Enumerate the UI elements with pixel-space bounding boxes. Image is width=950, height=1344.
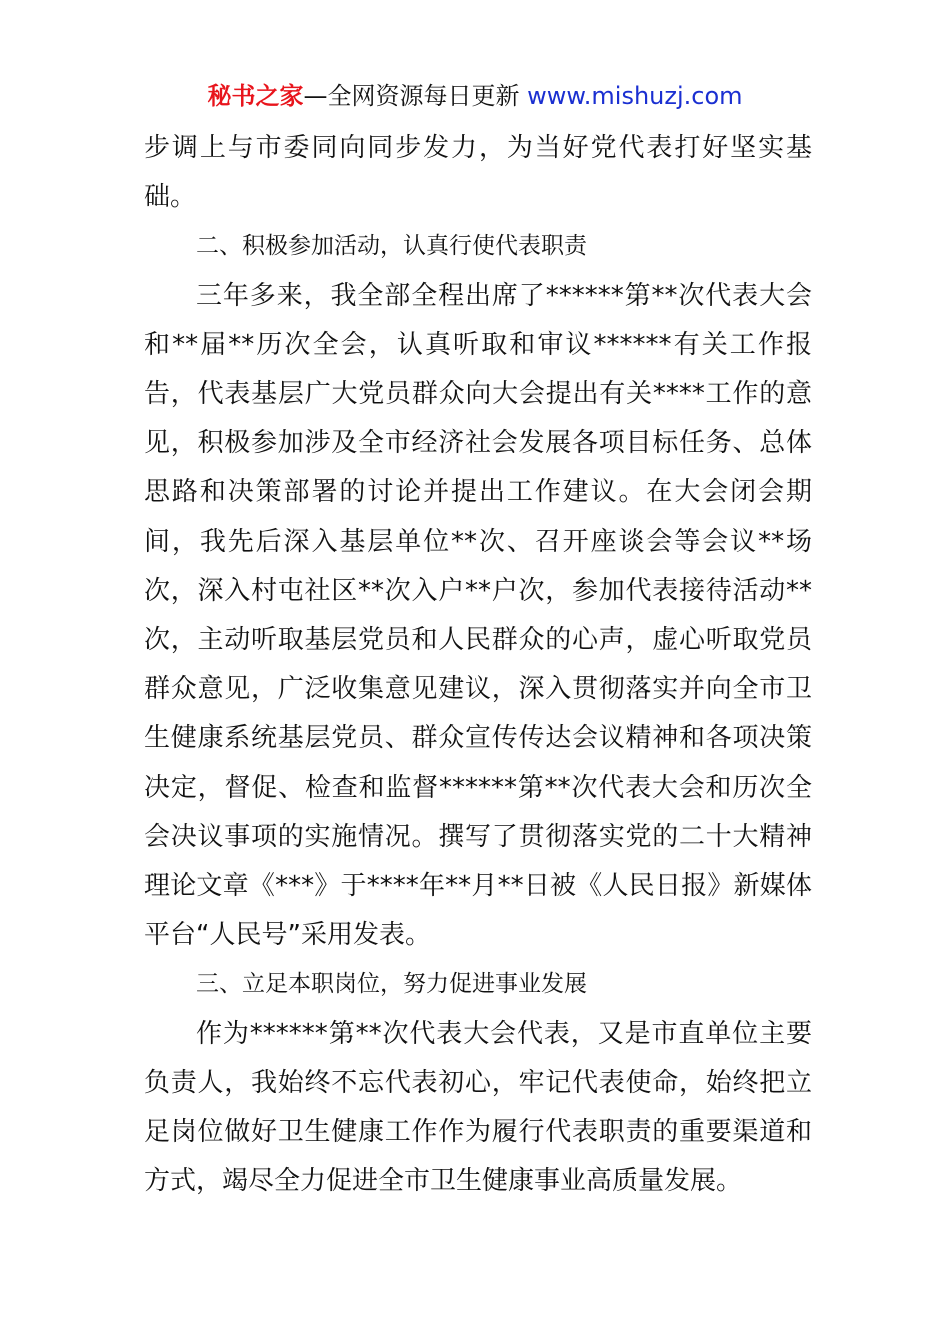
paragraph: 三年多来，我全部全程出席了******第**次代表大会和**届**历次全会，认真听取和审议******有关工作报告，代表基层广大党员群众向大会提出有关****工作的意见，积极参加涉及全市经济社会发展各项目标任务、总体思路和决策部署的讨论并提出工作建议。在大会闭会期间，我先后深入基层单位**次、召开座谈会等会议**场次，深入村屯社区**次入户**户次，参加代表接待活动**次，主动听取基层党员和人民群众的心声，虚心听取党员群众意见，广泛收集意见建议，深入贯彻落实并向全市卫生健康系统基层党员、群众宣传传达会议精神和各项决策决定，督促、检查和监督******第**次代表大会和历次全会决议事项的实施情况。撰写了贯彻落实党的二十大精神理论文章《***》于****年**月**日被《人民日报》新媒体平台“人民号”采用发表。: [144, 280, 812, 951]
paragraph: 作为******第**次代表大会代表，又是市直单位主要负责人，我始终不忘代表初心，牢记代表使命，始终把立足岗位做好卫生健康工作作为履行代表职责的重要渠道和方式，竭尽全力促进全市卫生健康事业高质量发展。: [144, 1018, 812, 1197]
document-body: [144, 124, 812, 1206]
header-tagline: —全网资源每日更新: [303, 82, 520, 110]
header-url[interactable]: www.mishuzj.com: [527, 82, 743, 110]
section-heading: 二、积极参加活动，认真行使代表职责: [196, 233, 587, 260]
header-brand: 秘书之家: [207, 82, 304, 110]
section-heading: 三、立足本职岗位，努力促进事业发展: [196, 971, 587, 998]
page-header: [0, 80, 950, 112]
paragraph-continued: 步调上与市委同向同步发力，为当好党代表打好坚实基础。: [144, 133, 812, 213]
